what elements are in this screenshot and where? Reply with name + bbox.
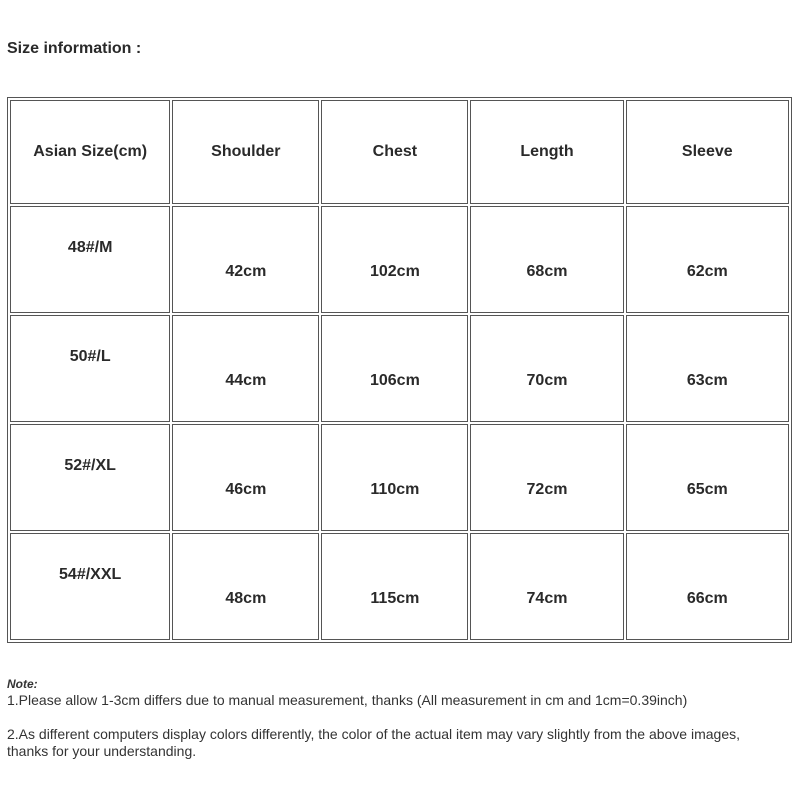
header-asian-size: Asian Size(cm) — [10, 100, 170, 204]
chest-value: 106cm — [369, 371, 420, 389]
header-chest: Chest — [321, 100, 468, 204]
table-row — [10, 315, 789, 422]
sleeve-value: 62cm — [686, 262, 728, 280]
chest-cell — [321, 206, 468, 313]
sleeve-cell — [626, 315, 789, 422]
sleeve-value: 66cm — [686, 589, 728, 607]
size-cell — [10, 315, 170, 422]
table-row — [10, 424, 789, 531]
length-value: 68cm — [526, 262, 568, 280]
sleeve-cell — [626, 424, 789, 531]
length-cell — [470, 206, 623, 313]
size-value: 50#/L — [69, 347, 111, 365]
length-cell — [470, 533, 623, 640]
chest-cell — [321, 315, 468, 422]
table-row — [10, 206, 789, 313]
shoulder-value: 46cm — [225, 480, 267, 498]
sleeve-value: 65cm — [686, 480, 728, 498]
size-value: 54#/XXL — [59, 565, 122, 583]
note-line-2: 2.As different computers display colors differently, the color of the actual item may vary slightly from the above images, — [7, 726, 741, 742]
chest-value: 102cm — [369, 262, 420, 280]
note-line-1: 1.Please allow 1-3cm differs due to manual measurement, thanks (All measurement in cm and 1cm=0.39inch) — [7, 692, 688, 708]
shoulder-value: 48cm — [225, 589, 267, 607]
length-cell — [470, 315, 623, 422]
sleeve-cell — [626, 533, 789, 640]
length-cell — [470, 424, 623, 531]
header-length: Length — [470, 100, 623, 204]
size-cell — [10, 533, 170, 640]
table-row — [10, 533, 789, 640]
chest-value: 110cm — [370, 480, 420, 498]
shoulder-cell — [172, 533, 319, 640]
header-sleeve: Sleeve — [626, 100, 789, 204]
page-title: Size information : — [7, 40, 142, 57]
shoulder-cell — [172, 206, 319, 313]
length-value: 72cm — [526, 480, 568, 498]
header-shoulder: Shoulder — [172, 100, 319, 204]
shoulder-value: 42cm — [225, 262, 267, 280]
size-value: 52#/XL — [64, 456, 116, 474]
chest-cell — [321, 533, 468, 640]
note-label: Note: — [7, 677, 38, 691]
shoulder-value: 44cm — [225, 371, 267, 389]
size-cell — [10, 424, 170, 531]
sleeve-value: 63cm — [686, 371, 728, 389]
chest-value: 115cm — [370, 589, 420, 607]
chest-cell — [321, 424, 468, 531]
sleeve-cell — [626, 206, 789, 313]
size-cell — [10, 206, 170, 313]
size-table — [7, 97, 792, 643]
note-line-3: thanks for your understanding. — [7, 743, 197, 759]
size-value: 48#/M — [67, 238, 113, 256]
shoulder-cell — [172, 315, 319, 422]
length-value: 70cm — [526, 371, 568, 389]
length-value: 74cm — [526, 589, 568, 607]
table-header-row — [10, 100, 789, 204]
shoulder-cell — [172, 424, 319, 531]
